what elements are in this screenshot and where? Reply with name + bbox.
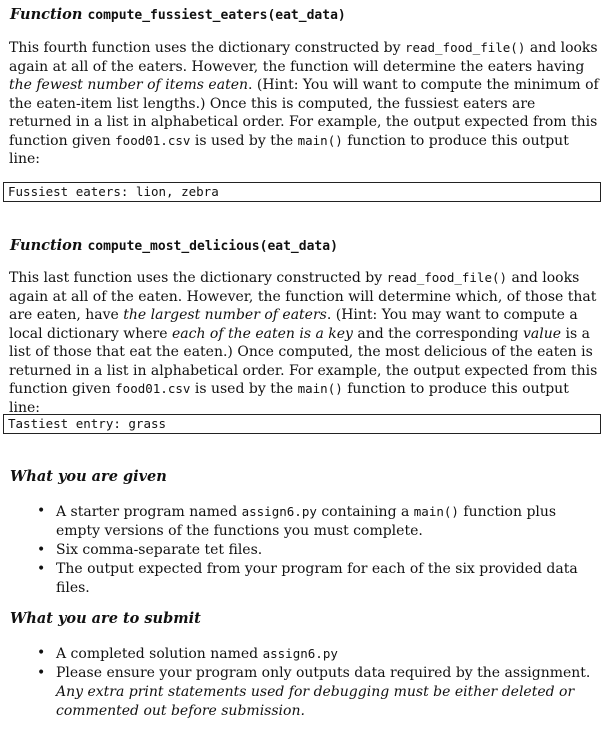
bullet-icon: • — [37, 561, 46, 577]
fussiest-output-box: Fussiest eaters: lion, zebra — [3, 182, 601, 202]
inline-code: assign6.py — [241, 504, 317, 519]
text-run: . (Hint: You will want to compute the minimum of the eaten-item list lengths.) Once this is computed, the fussiest eaters are returned in a list in alphabetical order. For example, the output expected from this function given — [9, 77, 599, 149]
fussiest-keyword: Function — [10, 6, 83, 23]
delicious-output-box: Tastiest entry: grass — [3, 414, 601, 434]
delicious-signature: compute_most_delicious(eat_data) — [87, 239, 338, 254]
inline-code: food01.csv — [115, 132, 191, 148]
bullet-icon: • — [37, 542, 46, 558]
text-run: Please ensure your program only outputs data required by the assignment. — [56, 665, 591, 681]
list-item — [0, 644, 600, 664]
text-run: A starter program named — [56, 504, 242, 520]
text-run: and looks again at all of the eaters. However, the function will determine the eaters having — [9, 40, 598, 75]
text-run: function to produce this output line: — [9, 381, 569, 416]
list-item — [0, 664, 600, 721]
bullet-icon: • — [37, 503, 46, 519]
inline-code: read_food_file() — [404, 40, 526, 55]
given-title: What you are given — [10, 468, 167, 485]
bullet-icon: • — [37, 645, 46, 661]
text-run: A completed solution named — [56, 646, 263, 662]
text-run: is used by the — [190, 381, 298, 397]
given-list — [0, 502, 600, 598]
fussiest-heading — [10, 5, 346, 26]
text-run: function plus empty versions of the functions you must complete. — [56, 504, 557, 539]
inline-code: main() — [297, 381, 343, 396]
text-run: containing a — [316, 504, 414, 520]
delicious-description — [9, 269, 599, 417]
delicious-heading — [10, 236, 338, 257]
inline-code: read_food_file() — [386, 270, 508, 285]
text-run: is used by the — [190, 132, 298, 149]
delicious-keyword: Function — [10, 237, 83, 254]
emphasis: the fewest number of items eaten — [9, 77, 248, 93]
inline-code: food01.csv — [115, 381, 191, 396]
fussiest-description — [9, 39, 599, 169]
submit-list — [0, 644, 600, 721]
text-run: . (Hint: You may want to compute a local dictionary where — [9, 307, 578, 342]
list-item — [0, 541, 600, 560]
emphasis: each of the eaten is a key — [171, 325, 353, 342]
emphasis: the largest number of eaters — [123, 307, 327, 323]
fussiest-signature: compute_fussiest_eaters(eat_data) — [87, 8, 346, 23]
inline-code: assign6.py — [262, 646, 338, 661]
text-run: The output expected from your program for each of the six provided data files. — [56, 561, 578, 596]
submit-title: What you are to submit — [10, 610, 201, 627]
text-run: and the corresponding — [352, 325, 523, 342]
text-run: is a list of those that eat the eaten.) Once computed, the most delicious of the eaten is returned in a list in alphabetical order. For example, the output expected from this function given — [9, 325, 598, 397]
list-item — [0, 560, 600, 598]
text-run: This fourth function uses the dictionary constructed by — [9, 40, 405, 56]
inline-code: main() — [297, 132, 343, 148]
submission-note: Any extra print statements used for debugging must be either deleted or commented out before submission. — [56, 684, 575, 719]
text-run: and looks again at all of the eaten. However, the function will determine which, of those that are eaten, have — [9, 270, 597, 323]
emphasis: value — [522, 325, 562, 342]
text-run: Six comma-separate tet files. — [56, 542, 263, 558]
bullet-icon: • — [37, 665, 46, 681]
text-run: function to produce this output line: — [9, 132, 569, 167]
text-run: This last function uses the dictionary constructed by — [9, 270, 387, 286]
list-item — [0, 502, 600, 541]
inline-code: main() — [413, 504, 459, 519]
